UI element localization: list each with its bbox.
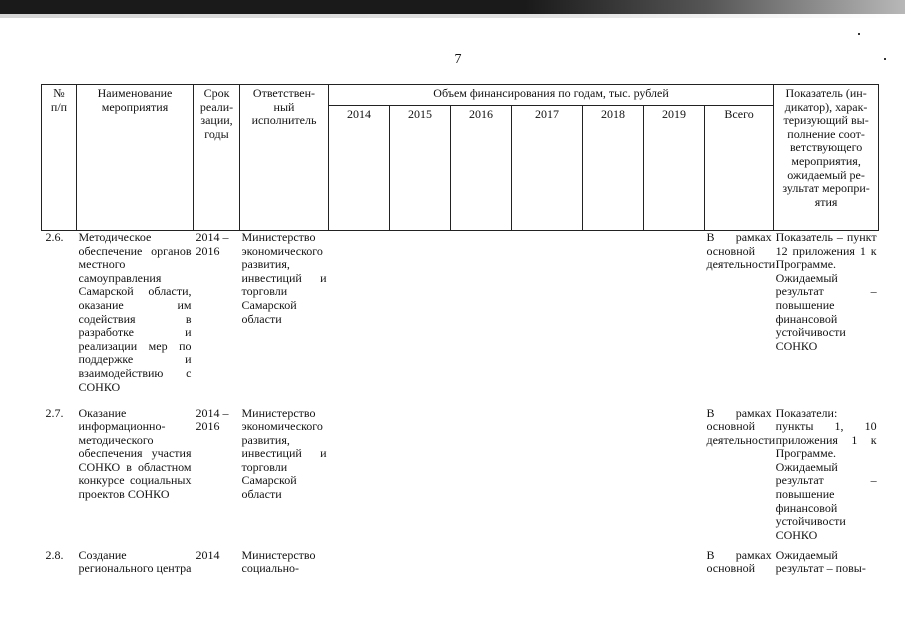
- row-responsible: Министерство социально-: [241, 547, 316, 576]
- header-num: № п/п: [42, 85, 77, 231]
- row-term: 2014: [195, 547, 220, 562]
- header-year: 2017: [512, 106, 583, 231]
- header-year: 2014: [329, 106, 390, 231]
- row-indicator-cell: [774, 407, 879, 549]
- header-year: 2018: [583, 106, 644, 231]
- scan-speck: [858, 33, 860, 35]
- row-total: В рамках основной деятельности: [706, 405, 776, 447]
- row-responsible: Министерство экономического развития, инвестиций и торговли Самарской области: [241, 405, 327, 502]
- scan-top-border: [0, 0, 905, 14]
- header-responsible: Ответствен- ный исполнитель: [240, 85, 329, 231]
- scan-speck: [884, 58, 886, 60]
- header-name: Наименование мероприятия: [77, 85, 194, 231]
- row-name: Оказание информационно-методического обеспечения участия СОНКО в областном конкурсе социальных проектов СОНКО: [78, 405, 192, 502]
- header-year: 2016: [451, 106, 512, 231]
- header-year: 2019: [644, 106, 705, 231]
- row-indicator-cell: [774, 549, 879, 589]
- row-num: 2.8.: [45, 547, 64, 562]
- row-indicator: Показатели: пункты 1, 10 приложения 1 к Программе.: [775, 405, 877, 461]
- row-total: В рамках основной деятельности: [706, 230, 776, 272]
- row-indicator: Показатель – пункт 12 приложения 1 к Программе.: [775, 230, 877, 272]
- row-name: Методическое обеспечение органов местного самоуправления Самарской области, оказание им содействия в разработке и реализации мер по поддержке и взаимодействию с СОНКО: [78, 230, 192, 394]
- row-num: 2.6.: [45, 230, 64, 244]
- row-indicator: Ожидаемый результат – повы-: [775, 547, 866, 576]
- header-funding: Объем финансирования по годам, тыс. рублей: [329, 85, 774, 106]
- header-indicator: Показатель (ин- дикатор), харак- теризующий вы- полнение соот- ветствующего мероприятия, ожидаемый ре- зультат меропри- ятия: [774, 85, 879, 231]
- row-term: 2014 – 2016: [195, 405, 229, 434]
- table-row: [42, 549, 879, 589]
- funding-table: [41, 84, 879, 589]
- row-num: 2.7.: [45, 405, 64, 420]
- scan-top-shadow: [0, 14, 905, 18]
- header-term: Срок реали- зации, годы: [194, 85, 240, 231]
- header-year: 2015: [390, 106, 451, 231]
- table-row: [42, 407, 879, 549]
- row-responsible: Министерство экономического развития, инвестиций и торговли Самарской области: [241, 230, 327, 326]
- row-total: В рамках основной: [706, 547, 772, 576]
- row-name: Создание регионального центра: [78, 547, 192, 576]
- row-expected: Ожидаемый результат – повышение финансовой устойчивости СОНКО: [775, 270, 877, 353]
- table-row: [42, 231, 879, 407]
- row-indicator-cell: [774, 231, 879, 407]
- page-number: 7: [454, 52, 462, 67]
- header-row: [42, 85, 879, 106]
- header-total: Всего: [705, 106, 774, 231]
- row-term: 2014 – 2016: [195, 230, 229, 258]
- row-expected: Ожидаемый результат – повышение финансовой устойчивости СОНКО: [775, 459, 877, 542]
